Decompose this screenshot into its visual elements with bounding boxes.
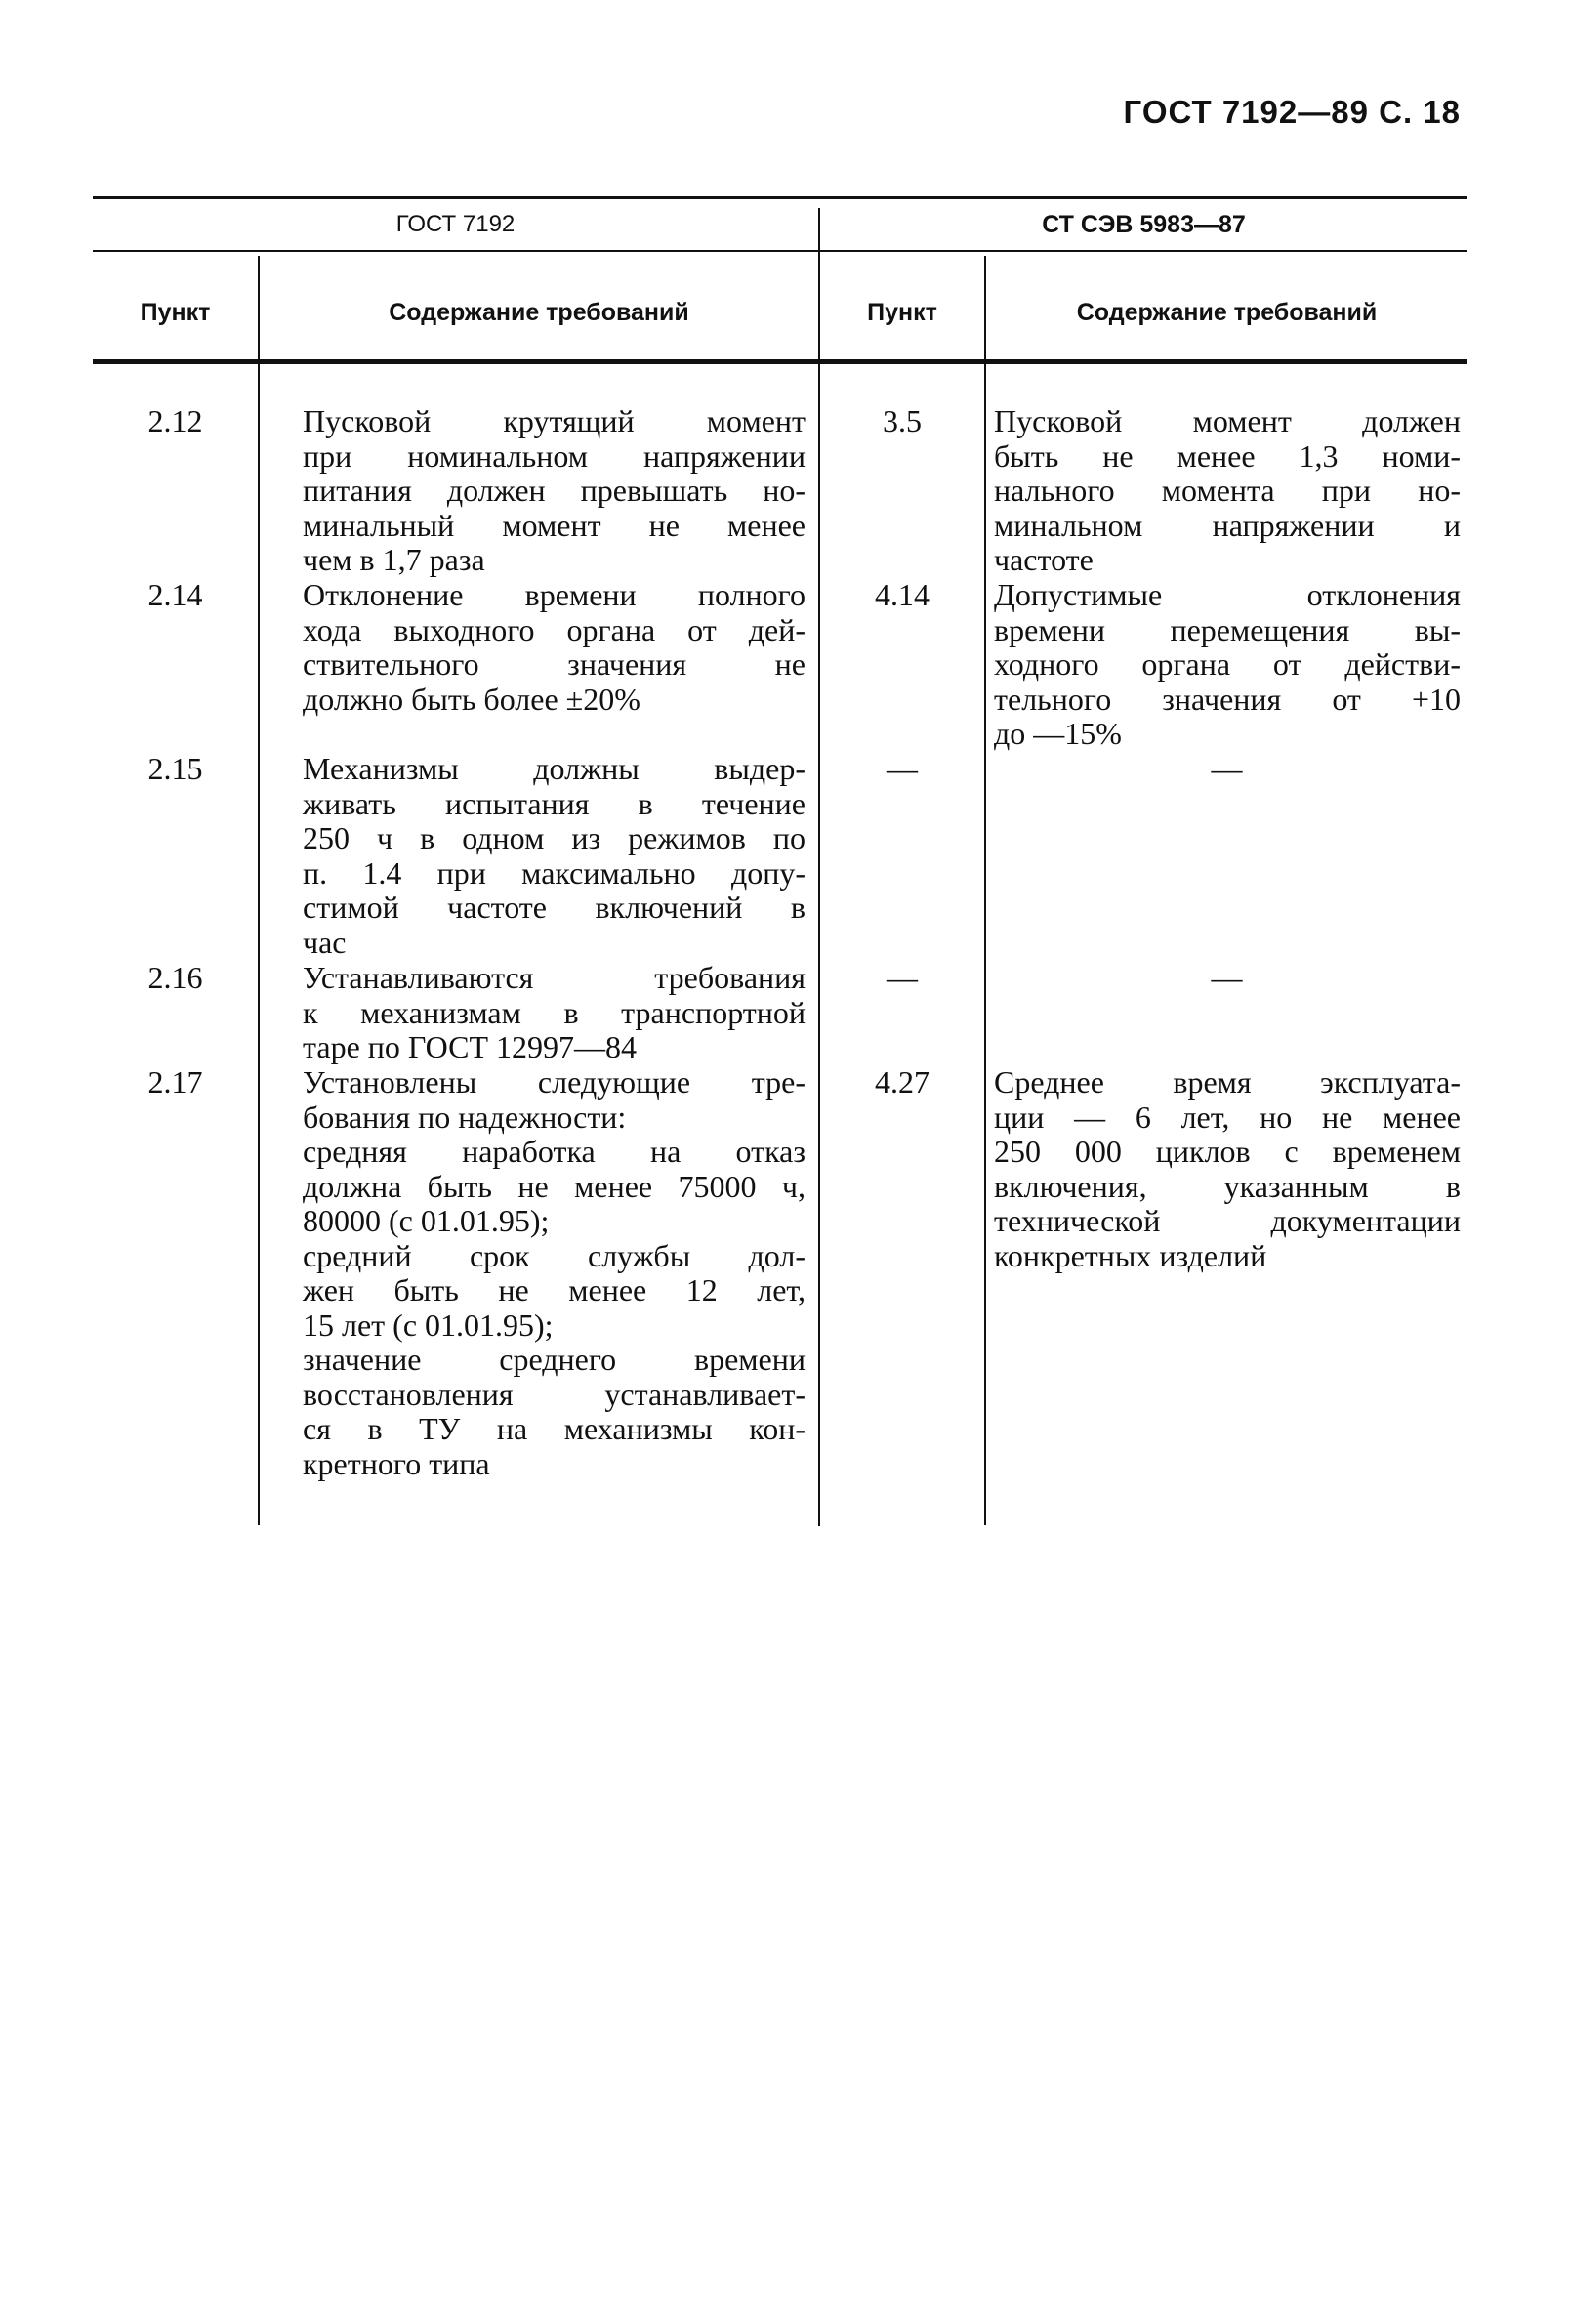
row-right-item: — (887, 751, 918, 786)
row-right-content: — (1211, 751, 1243, 786)
row-left-content: Установлены следующие тре- бования по надежности: средняя наработка на отказ должна быть не менее 75000 ч, 80000 (с 01.01.95); средний срок службы дол- жен быть не менее 12 лет, 15 лет (с 01.01.95); значение среднего времени восстановления устанавливает- ся в ТУ на механизмы кон- кретного типа (303, 1064, 806, 1481)
row-left-content: Отклонение времени полного хода выходного органа от дей- ствительного значения не должно быть более ±20% (303, 577, 806, 717)
page-header: ГОСТ 7192—89 С. 18 (1123, 94, 1461, 130)
row-left-content: Устанавливаются требования к механизмам в транспортной таре по ГОСТ 12997—84 (303, 960, 806, 1064)
row-right-item: 3.5 (883, 403, 922, 438)
column-header-left-content: Содержание требований (389, 299, 689, 326)
row-left-content: Пусковой крутящий момент при номинальном напряжении питания должен превышать но- минальный момент не менее чем в 1,7 раза (303, 403, 806, 577)
row-left-item: 2.12 (147, 403, 203, 438)
column-header-bottom-rule (93, 359, 1467, 364)
row-left-item: 2.14 (147, 577, 203, 612)
column-header-right-content: Содержание требований (1076, 299, 1378, 326)
left-item-divider (258, 256, 260, 1525)
group-header-rule (93, 250, 1467, 252)
row-right-item: 4.14 (875, 577, 930, 612)
table-top-rule (93, 196, 1467, 199)
row-right-item: — (887, 960, 918, 995)
group-header-gost: ГОСТ 7192 (395, 211, 516, 237)
row-right-content: — (1211, 960, 1243, 995)
row-left-item: 2.17 (147, 1064, 203, 1100)
row-left-item: 2.16 (147, 960, 203, 995)
row-left-item: 2.15 (147, 751, 203, 786)
row-left-content: Механизмы должны выдер- живать испытания в течение 250 ч в одном из режимов по п. 1.4 при максимально допу- стимой частоте включений в час (303, 751, 806, 960)
right-item-divider (984, 256, 986, 1525)
row-right-item: 4.27 (875, 1064, 930, 1100)
column-header-left-item: Пункт (140, 299, 211, 326)
column-header-right-item: Пункт (867, 299, 937, 326)
group-header-st-sev: СТ СЭВ 5983—87 (1042, 211, 1246, 238)
row-right-content: Пусковой момент должен быть не менее 1,3 номи- нального момента при но- минальном напряжении и частоте (994, 403, 1461, 577)
row-right-content: Допустимые отклонения времени перемещения вы- ходного органа от действи- тельного значения от +10 до —15% (994, 577, 1461, 751)
row-right-content: Среднее время эксплуата- ции — 6 лет, но не менее 250 000 циклов с временем включения, указанным в технической документации конкретных изделий (994, 1064, 1461, 1273)
